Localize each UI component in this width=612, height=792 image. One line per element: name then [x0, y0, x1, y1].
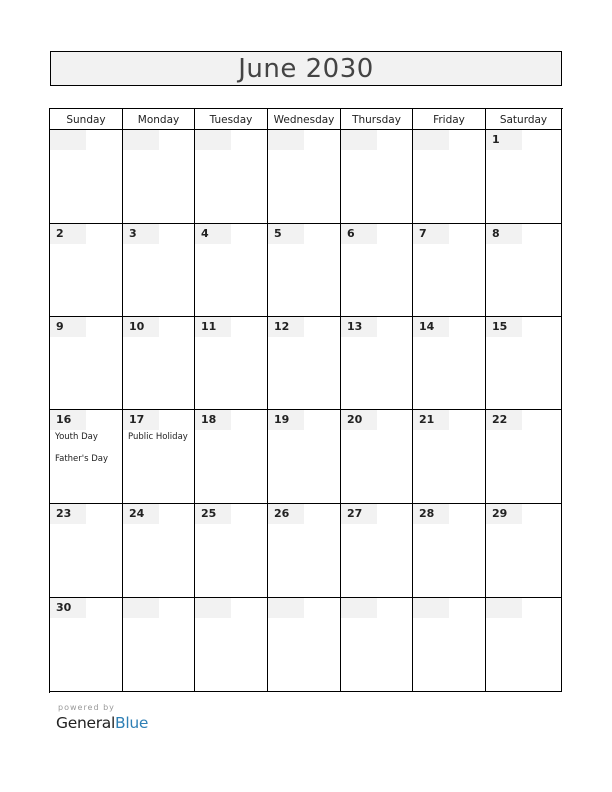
day-number: 4: [195, 224, 231, 244]
day-cell-6: [341, 224, 413, 317]
day-number: 28: [413, 504, 449, 524]
day-number: 24: [123, 504, 159, 524]
day-number: [341, 130, 377, 150]
day-cell-25: [195, 504, 268, 598]
day-number: 17: [123, 410, 159, 430]
day-number: 5: [268, 224, 304, 244]
day-number: 9: [50, 317, 86, 337]
calendar-weeks: [50, 130, 563, 692]
day-number: [123, 598, 159, 618]
day-number: 7: [413, 224, 449, 244]
day-cell-19: [268, 410, 341, 504]
day-cell-13: [341, 317, 413, 410]
day-number: 10: [123, 317, 159, 337]
day-number: 16: [50, 410, 86, 430]
brand-general-text: General: [56, 714, 115, 732]
day-cell-27: [341, 504, 413, 598]
weekday-header-wednesday: Wednesday: [268, 109, 341, 130]
day-number: 21: [413, 410, 449, 430]
calendar-grid: [49, 108, 563, 693]
day-number: [268, 130, 304, 150]
day-number: 3: [123, 224, 159, 244]
day-number: [341, 598, 377, 618]
day-number: [486, 598, 522, 618]
day-number: 18: [195, 410, 231, 430]
holiday-label: Father's Day: [55, 453, 109, 464]
day-cell-20: [341, 410, 413, 504]
empty-day-cell-w1-tuesday: [195, 130, 268, 224]
day-cell-24: [123, 504, 195, 598]
day-cell-21: [413, 410, 486, 504]
day-cell-12: [268, 317, 341, 410]
day-cell-30: [50, 598, 123, 692]
weekday-header-friday: Friday: [413, 109, 486, 130]
weekday-header-sunday: Sunday: [50, 109, 123, 130]
day-number: [413, 598, 449, 618]
day-cell-23: [50, 504, 123, 598]
day-cell-9: [50, 317, 123, 410]
day-cell-15: [486, 317, 562, 410]
empty-day-cell-w1-thursday: [341, 130, 413, 224]
day-number: 2: [50, 224, 86, 244]
day-number: 8: [486, 224, 522, 244]
day-cell-17: [123, 410, 195, 504]
day-cell-18: [195, 410, 268, 504]
day-number: [123, 130, 159, 150]
day-number: 13: [341, 317, 377, 337]
day-number: 20: [341, 410, 377, 430]
day-cell-10: [123, 317, 195, 410]
day-number: 22: [486, 410, 522, 430]
brand-blue-text: Blue: [114, 714, 149, 732]
weekday-header-row: [50, 109, 563, 130]
day-number: 11: [195, 317, 231, 337]
day-number: 15: [486, 317, 522, 337]
holiday-list: [55, 433, 120, 476]
day-cell-28: [413, 504, 486, 598]
day-number: 27: [341, 504, 377, 524]
day-number: 12: [268, 317, 304, 337]
weekday-header-monday: Monday: [123, 109, 195, 130]
calendar-title-box: [50, 51, 562, 86]
day-cell-14: [413, 317, 486, 410]
day-cell-26: [268, 504, 341, 598]
day-cell-11: [195, 317, 268, 410]
weekday-header-saturday: Saturday: [486, 109, 562, 130]
day-cell-3: [123, 224, 195, 317]
day-cell-5: [268, 224, 341, 317]
day-number: [195, 130, 231, 150]
day-number: [195, 598, 231, 618]
day-number: [268, 598, 304, 618]
day-cell-8: [486, 224, 562, 317]
empty-day-cell-w1-monday: [123, 130, 195, 224]
holiday-label: Public Holiday: [128, 432, 188, 442]
empty-day-cell-w6-thursday: [341, 598, 413, 692]
empty-day-cell-w1-friday: [413, 130, 486, 224]
day-number: 25: [195, 504, 231, 524]
day-number: 6: [341, 224, 377, 244]
day-number: 19: [268, 410, 304, 430]
day-number: 29: [486, 504, 522, 524]
empty-day-cell-w1-wednesday: [268, 130, 341, 224]
empty-day-cell-w6-monday: [123, 598, 195, 692]
day-number: 23: [50, 504, 86, 524]
day-cell-1: [486, 130, 562, 224]
day-number: 30: [50, 598, 86, 618]
day-cell-22: [486, 410, 562, 504]
weekday-header-thursday: Thursday: [341, 109, 413, 130]
day-number: 14: [413, 317, 449, 337]
empty-day-cell-w6-wednesday: [268, 598, 341, 692]
powered-by-text: powered by: [58, 703, 115, 712]
generalblue-logo: [56, 714, 148, 732]
empty-day-cell-w6-saturday: [486, 598, 562, 692]
day-number: [50, 130, 86, 150]
holiday-list: [128, 433, 192, 455]
empty-day-cell-w1-sunday: [50, 130, 123, 224]
day-number: [413, 130, 449, 150]
empty-day-cell-w6-tuesday: [195, 598, 268, 692]
day-cell-4: [195, 224, 268, 317]
holiday-label: Youth Day: [55, 432, 98, 442]
weekday-header-tuesday: Tuesday: [195, 109, 268, 130]
day-cell-7: [413, 224, 486, 317]
day-number: 1: [486, 130, 522, 150]
day-number: 26: [268, 504, 304, 524]
calendar-title: June 2030: [238, 53, 374, 84]
day-cell-29: [486, 504, 562, 598]
footer: [56, 703, 148, 732]
empty-day-cell-w6-friday: [413, 598, 486, 692]
day-cell-16: [50, 410, 123, 504]
day-cell-2: [50, 224, 123, 317]
